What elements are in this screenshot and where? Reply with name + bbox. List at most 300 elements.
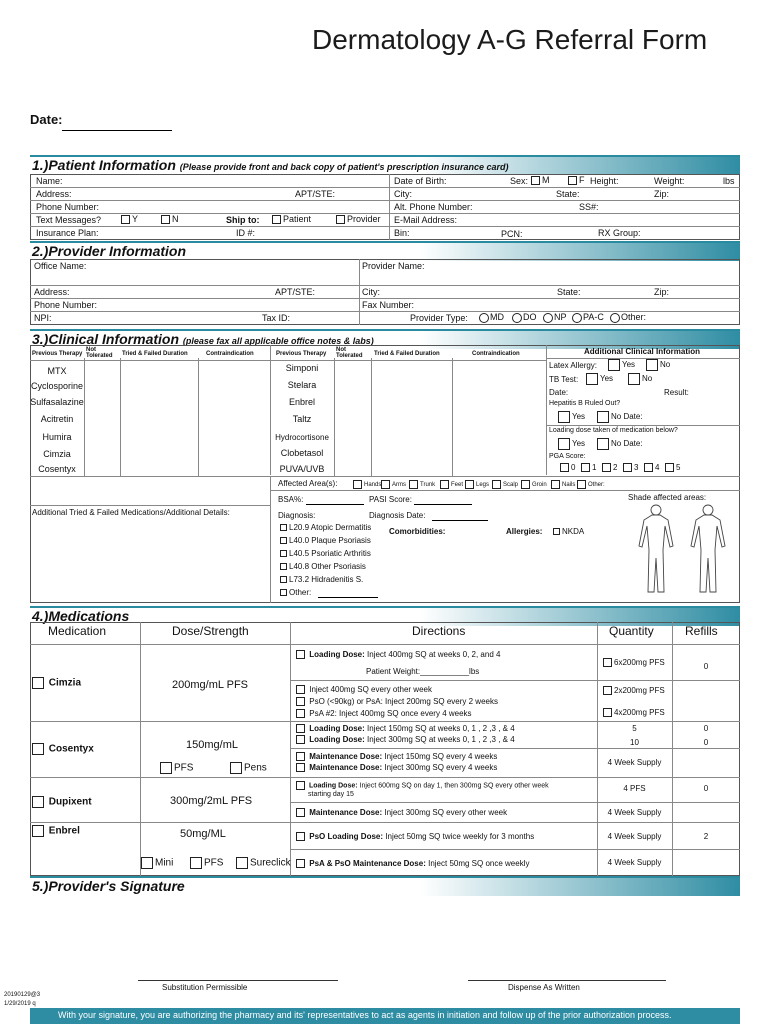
diagnosis-date-line: [432, 520, 488, 521]
checkbox-icon: [296, 685, 305, 694]
divider: [140, 622, 141, 876]
cos-qty1: 5: [632, 724, 637, 733]
type-do-label: DO: [523, 312, 537, 322]
patient-city-field[interactable]: City:: [394, 189, 412, 199]
cimzia-loading-checkbox[interactable]: [296, 650, 500, 659]
cimzia-refills: 0: [703, 662, 709, 671]
patient-weight-field[interactable]: Patient Weight:___________lbs: [366, 667, 480, 676]
provider-address-field[interactable]: Address:: [34, 287, 70, 297]
area-legs-label: Legs: [476, 482, 490, 489]
cos-maint2-checkbox[interactable]: [296, 763, 497, 772]
dx-other-label: Other:: [289, 588, 312, 597]
type-pac-radio[interactable]: [572, 312, 604, 323]
hepb-yes-checkbox[interactable]: [558, 411, 585, 423]
sex-m-checkbox[interactable]: [531, 175, 550, 185]
divider: [452, 358, 453, 476]
col-tried-failed-right: Tried & Failed Duration: [374, 351, 440, 357]
checkbox-icon: [551, 480, 560, 489]
checkbox-icon: [296, 832, 305, 841]
checkbox-icon: [296, 735, 305, 744]
area-groin-checkbox[interactable]: [521, 480, 547, 489]
page-title: Dermatology A-G Referral Form: [312, 24, 708, 55]
provider-apt-field[interactable]: APT/STE:: [275, 287, 316, 297]
area-arms-checkbox[interactable]: [381, 480, 406, 489]
qty-6x200-checkbox[interactable]: [603, 658, 665, 667]
latex-yes-checkbox[interactable]: [608, 359, 635, 371]
divider: [290, 680, 597, 681]
med-enbrel-checkbox[interactable]: [32, 825, 80, 837]
alt-phone-field[interactable]: Alt. Phone Number:: [394, 202, 473, 212]
qty-4x200-label: 4x200mg PFS: [614, 708, 665, 717]
allergies-field[interactable]: Allergies:: [506, 527, 543, 536]
dup-load-text2: starting day 15: [308, 791, 354, 798]
qty-2x200-checkbox[interactable]: [603, 686, 665, 695]
divider: [30, 200, 740, 201]
cos-qty2: 10: [630, 738, 639, 747]
divider: [270, 360, 546, 361]
cos-maint2-text: Inject 300mg SQ every 4 weeks: [384, 763, 498, 772]
diagnosis-date-field[interactable]: Diagnosis Date:: [369, 511, 426, 520]
type-np-label: NP: [554, 312, 567, 322]
section-2-heading: 2.)Provider Information: [32, 243, 187, 259]
type-other-radio[interactable]: [610, 312, 646, 323]
tb-test-label: TB Test:: [549, 375, 579, 384]
text-no-checkbox[interactable]: [161, 214, 179, 224]
pga-5-label: 5: [676, 463, 681, 472]
ship-patient-label: Patient: [283, 214, 312, 224]
section-4-heading: 4.)Medications: [32, 608, 130, 624]
checkbox-icon: [558, 438, 570, 450]
patient-phone-field[interactable]: Phone Number:: [36, 202, 100, 212]
checkbox-icon: [603, 686, 612, 695]
enbrel-pfs-checkbox[interactable]: [190, 857, 223, 869]
comorbidities-field[interactable]: Comorbidities:: [389, 527, 446, 536]
checkbox-icon: [296, 752, 305, 761]
dup-load-checkbox[interactable]: [296, 781, 549, 790]
area-hands-label: Hands: [364, 482, 382, 489]
npi-field[interactable]: NPI:: [34, 313, 52, 323]
enbrel-sureclick-label: Sureclick: [250, 857, 291, 869]
checkbox-icon: [602, 463, 611, 472]
latex-yes-label: Yes: [622, 360, 636, 370]
patient-apt-field[interactable]: APT/STE:: [295, 189, 336, 199]
area-scalp-checkbox[interactable]: [492, 480, 518, 489]
enbrel-mini-checkbox[interactable]: [141, 857, 173, 869]
checkbox-icon: [280, 524, 287, 531]
type-other-label: Other:: [621, 312, 647, 322]
med-enbrel-label: Enbrel: [48, 825, 80, 837]
cosentyx-pens-label: Pens: [244, 762, 267, 774]
section-signature: [30, 876, 740, 896]
divider: [290, 622, 291, 876]
divider: [359, 259, 360, 325]
type-md-label: MD: [490, 312, 504, 322]
dx-l408-checkbox[interactable]: [280, 562, 366, 571]
divider: [270, 490, 740, 491]
left-drug-acitretin: Acitretin: [40, 414, 74, 424]
area-other-label: Other:: [588, 482, 605, 489]
provider-fax-field[interactable]: Fax Number:: [362, 300, 415, 310]
email-field[interactable]: E-Mail Address:: [394, 215, 458, 225]
checkbox-icon: [492, 480, 501, 489]
col-dose: Dose/Strength: [172, 624, 249, 638]
divider: [270, 476, 271, 603]
type-do-radio[interactable]: [512, 312, 537, 323]
col-contra-right: Contraindication: [472, 351, 520, 357]
type-pac-label: PA-C: [583, 312, 604, 322]
affected-areas-label: Affected Area(s):: [278, 479, 338, 488]
qty-2x200-label: 2x200mg PFS: [614, 686, 665, 695]
divider: [371, 358, 372, 476]
pga-1-checkbox[interactable]: [581, 463, 596, 472]
divider: [30, 360, 270, 361]
substitution-label: Substitution Permissible: [162, 983, 248, 992]
med-dupixent-label: Dupixent: [48, 796, 92, 808]
insurance-id-field[interactable]: ID #:: [236, 228, 256, 238]
hepb-no-checkbox[interactable]: [597, 411, 643, 423]
area-trunk-label: Trunk: [420, 482, 436, 489]
cos-load1-checkbox[interactable]: [296, 724, 515, 733]
section-1-heading: 1.)Patient Information: [32, 157, 176, 173]
enb-maint-qty: 4 Week Supply: [607, 858, 662, 867]
loading-yes-label: Yes: [572, 439, 586, 449]
checkbox-icon: [381, 480, 390, 489]
dx-other-checkbox[interactable]: [280, 588, 311, 597]
dupixent-dose: 300mg/2mL PFS: [170, 795, 253, 807]
cos-maint1-checkbox[interactable]: [296, 752, 497, 761]
cosentyx-pens-checkbox[interactable]: [230, 762, 267, 774]
area-nails-checkbox[interactable]: [551, 480, 575, 489]
divider: [30, 822, 740, 823]
tb-no-checkbox[interactable]: [628, 373, 652, 385]
area-arms-label: Arms: [392, 482, 406, 489]
checkbox-icon: [280, 537, 287, 544]
divider: [30, 644, 740, 645]
body-diagram-icon[interactable]: [630, 502, 736, 598]
tb-yes-checkbox[interactable]: [586, 373, 613, 385]
substitution-signature-line[interactable]: [138, 980, 338, 981]
text-yes-checkbox[interactable]: [121, 214, 138, 224]
provider-zip-field[interactable]: Zip:: [654, 287, 670, 297]
cosentyx-pfs-label: PFS: [174, 762, 194, 774]
cos-load2-checkbox[interactable]: [296, 735, 515, 744]
divider: [198, 358, 199, 476]
cos-refills2: 0: [703, 738, 709, 747]
left-drug-cimzia: Cimzia: [43, 449, 71, 459]
area-feet-label: Feet: [451, 482, 464, 489]
provider-phone-field[interactable]: Phone Number:: [34, 300, 98, 310]
sex-f-label: F: [579, 175, 585, 185]
dup-maint-qty: 4 Week Supply: [607, 808, 662, 817]
date-field[interactable]: [62, 130, 172, 131]
section-provider-info: [30, 241, 740, 261]
checkbox-icon: [568, 176, 577, 185]
cos-refills1: 0: [703, 724, 709, 733]
area-hands-checkbox[interactable]: [353, 480, 381, 489]
patient-address-field[interactable]: Address:: [36, 189, 72, 199]
sex-m-label: M: [542, 175, 550, 185]
pga-0-checkbox[interactable]: [560, 463, 575, 472]
checkbox-icon: [190, 857, 202, 869]
checkbox-icon: [440, 480, 449, 489]
left-drug-sulfasalazine: Sulfasalazine: [30, 397, 84, 407]
divider: [389, 174, 390, 240]
dx-l400-label: L40.0 Plaque Psoriasis: [289, 536, 371, 545]
checkbox-icon: [32, 743, 44, 755]
checkbox-icon: [296, 724, 305, 733]
cos-maint-qty: 4 Week Supply: [607, 758, 662, 767]
left-drug-mtx: MTX: [47, 366, 67, 376]
patient-zip-field[interactable]: Zip:: [654, 189, 670, 199]
insurance-plan-field[interactable]: Insurance Plan:: [36, 228, 99, 238]
weight-unit: lbs: [723, 176, 735, 186]
enb-load-qty: 4 Week Supply: [607, 832, 662, 841]
dx-other-line: [318, 597, 378, 598]
dup-refills: 0: [703, 784, 709, 793]
enb-load-refills: 2: [703, 832, 709, 841]
pcn-field[interactable]: PCN:: [501, 229, 523, 239]
doc-code-2: 1/29/2019 q: [4, 1001, 36, 1007]
cos-load2-label: Loading Dose:: [309, 735, 365, 744]
right-drug-stelara: Stelara: [287, 380, 317, 390]
office-name-field[interactable]: Office Name:: [34, 261, 87, 271]
radio-icon: [479, 313, 489, 323]
dob-field[interactable]: Date of Birth:: [394, 176, 447, 186]
sex-f-checkbox[interactable]: [568, 175, 585, 185]
provider-name-field[interactable]: Provider Name:: [362, 261, 425, 271]
patient-name-field[interactable]: Name:: [36, 176, 63, 186]
area-trunk-checkbox[interactable]: [409, 480, 435, 489]
ship-patient-checkbox[interactable]: [272, 214, 311, 224]
loading-no-checkbox[interactable]: [597, 438, 643, 450]
pga-4-label: 4: [655, 463, 660, 472]
checkbox-icon: [558, 411, 570, 423]
radio-icon: [512, 313, 522, 323]
tb-result-field[interactable]: Result:: [664, 388, 689, 397]
loading-dose-question: Loading dose taken of medication below?: [549, 427, 678, 434]
right-drug-puva: PUVA/UVB: [279, 464, 325, 474]
checkbox-icon: [608, 359, 620, 371]
checkbox-icon: [628, 373, 640, 385]
checkbox-icon: [296, 808, 305, 817]
loading-no-date-label: No Date:: [611, 439, 643, 449]
type-np-radio[interactable]: [543, 312, 567, 323]
cimzia-maint3-checkbox[interactable]: [296, 709, 472, 718]
checkbox-icon: [336, 215, 345, 224]
latex-no-checkbox[interactable]: [646, 359, 670, 371]
ship-provider-checkbox[interactable]: [336, 214, 381, 224]
cos-maint1-text: Inject 150mg SQ every 4 weeks: [384, 752, 498, 761]
enb-load-label: PsO Loading Dose:: [309, 832, 384, 841]
checkbox-icon: [465, 480, 474, 489]
dup-load-label: Loading Dose:: [308, 782, 358, 790]
section-1-note: (Please provide front and back copy of patient's prescription insurance card): [179, 162, 509, 172]
height-field[interactable]: Height:: [590, 176, 619, 186]
bin-field[interactable]: Bin:: [394, 228, 410, 238]
checkbox-icon: [353, 480, 362, 489]
col-contra-left: Contraindication: [206, 351, 254, 357]
checkbox-icon: [521, 480, 530, 489]
checkbox-icon: [623, 463, 632, 472]
cosentyx-pfs-checkbox[interactable]: [160, 762, 193, 774]
area-feet-checkbox[interactable]: [440, 480, 463, 489]
area-legs-checkbox[interactable]: [465, 480, 489, 489]
divider: [30, 298, 740, 299]
cimzia-loading-label: Loading Dose:: [309, 650, 365, 659]
left-drug-cyclosporine: Cyclosporine: [30, 381, 84, 391]
sex-label: Sex:: [510, 176, 529, 186]
cimzia-maint2-text: PsO (<90kg) or PsA: Inject 200mg SQ every 2 weeks: [309, 697, 498, 706]
checkbox-icon: [586, 373, 598, 385]
col-not-tolerated-left: Not Tolerated: [86, 347, 113, 359]
rx-group-field[interactable]: RX Group:: [598, 228, 641, 238]
pga-1-label: 1: [592, 463, 597, 472]
checkbox-icon: [160, 762, 172, 774]
col-not-tolerated-right: Not Tolerated: [336, 347, 363, 359]
checkbox-icon: [597, 438, 609, 450]
enbrel-sureclick-checkbox[interactable]: [236, 857, 291, 869]
provider-type-label: Provider Type:: [410, 313, 468, 323]
checkbox-icon: [280, 576, 287, 583]
patient-state-field[interactable]: State:: [556, 189, 580, 199]
pga-2-checkbox[interactable]: [602, 463, 617, 472]
col-prev-therapy-right: Previous Therapy: [276, 351, 327, 357]
checkbox-icon: [296, 763, 305, 772]
dx-l400-checkbox[interactable]: [280, 536, 371, 545]
med-cimzia-label: Cimzia: [48, 677, 82, 689]
med-dupixent-checkbox[interactable]: [32, 796, 92, 808]
additional-details-field[interactable]: Additional Tried & Failed Medications/Additional Details:: [32, 508, 230, 517]
col-refills: Refills: [685, 624, 718, 638]
med-cosentyx-label: Cosentyx: [48, 743, 94, 755]
additional-clinical-title: Additional Clinical Information: [584, 347, 700, 356]
left-drug-humira: Humira: [42, 432, 72, 442]
area-groin-label: Groin: [532, 482, 547, 489]
checkbox-icon: [597, 411, 609, 423]
enbrel-dose: 50mg/ML: [180, 828, 226, 840]
tb-date-field[interactable]: Date:: [549, 388, 569, 397]
footer-bar: [30, 1008, 740, 1024]
cos-load1-text: Inject 150mg SQ at weeks 0, 1 , 2 ,3 , & 4: [367, 724, 515, 733]
divider: [334, 358, 335, 476]
cos-maint2-label: Maintenance Dose:: [309, 763, 383, 772]
divider: [30, 226, 740, 227]
bsa-field[interactable]: BSA%:: [278, 495, 304, 504]
cimzia-dose: 200mg/mL PFS: [172, 679, 249, 691]
pga-5-checkbox[interactable]: [665, 463, 680, 472]
ship-to-label: Ship to:: [226, 215, 260, 225]
qty-4x200-checkbox[interactable]: [603, 708, 665, 717]
divider: [546, 345, 547, 475]
nkda-label: NKDA: [562, 527, 585, 536]
divider: [30, 721, 740, 722]
col-tried-failed-left: Tried & Failed Duration: [122, 351, 188, 357]
med-cosentyx-checkbox[interactable]: [32, 743, 94, 755]
section-3-heading: 3.)Clinical Information: [32, 331, 180, 347]
enb-maint-checkbox[interactable]: [296, 859, 529, 868]
col-medication: Medication: [48, 624, 107, 638]
checkbox-icon: [141, 857, 153, 869]
right-drug-hydrocortisone: Hydrocortisone: [275, 433, 329, 442]
ssn-field[interactable]: SS#:: [579, 202, 599, 212]
med-cimzia-checkbox[interactable]: [32, 677, 81, 689]
dup-maint-text: Inject 300mg SQ every other week: [384, 808, 508, 817]
right-drug-taltz: Taltz: [292, 414, 312, 424]
divider: [30, 505, 270, 506]
enb-maint-text: Inject 50mg SQ once weekly: [428, 859, 530, 868]
col-quantity: Quantity: [609, 624, 654, 638]
checkbox-icon: [553, 528, 560, 535]
text-yes-label: Y: [132, 214, 139, 224]
checkbox-icon: [280, 550, 287, 557]
cimzia-maint2-checkbox[interactable]: [296, 697, 498, 706]
checkbox-icon: [560, 463, 569, 472]
dx-l732-label: L73.2 Hidradenitis S.: [289, 575, 364, 584]
area-other-checkbox[interactable]: [577, 480, 605, 489]
cimzia-loading-text: Inject 400mg SQ at weeks 0, 2, and 4: [367, 650, 501, 659]
dx-l405-checkbox[interactable]: [280, 549, 371, 558]
divider: [120, 358, 121, 476]
divider: [30, 777, 740, 778]
loading-yes-checkbox[interactable]: [558, 438, 585, 450]
type-md-radio[interactable]: [479, 312, 504, 323]
pga-3-label: 3: [634, 463, 639, 472]
checkbox-icon: [280, 589, 287, 596]
pga-2-label: 2: [613, 463, 618, 472]
right-drug-clobetasol: Clobetasol: [280, 448, 324, 458]
checkbox-icon: [531, 176, 540, 185]
daw-label: Dispense As Written: [508, 983, 580, 992]
text-no-label: N: [172, 214, 179, 224]
divider: [30, 187, 740, 188]
dx-l209-checkbox[interactable]: [280, 523, 371, 532]
pasi-field[interactable]: PASI Score:: [369, 495, 412, 504]
checkbox-icon: [296, 859, 305, 868]
hepb-yes-label: Yes: [572, 412, 586, 422]
checkbox-icon: [577, 480, 586, 489]
dx-l732-checkbox[interactable]: [280, 575, 363, 584]
daw-signature-line[interactable]: [468, 980, 666, 981]
dup-maint-checkbox[interactable]: [296, 808, 507, 817]
right-drug-enbrel: Enbrel: [288, 397, 315, 407]
ship-provider-label: Provider: [347, 214, 381, 224]
col-prev-therapy-left: Previous Therapy: [32, 351, 83, 357]
cimzia-maint1-text: Inject 400mg SQ every other week: [309, 685, 432, 694]
provider-state-field[interactable]: State:: [557, 287, 581, 297]
latex-no-label: No: [660, 360, 671, 370]
hepb-no-date-label: No Date:: [611, 412, 643, 422]
pga-score-label: PGA Score:: [549, 453, 586, 460]
pga-4-checkbox[interactable]: [644, 463, 659, 472]
pga-3-checkbox[interactable]: [623, 463, 638, 472]
tb-no-label: No: [642, 374, 653, 384]
hepb-label: Hepatitis B Ruled Out?: [549, 400, 621, 407]
dup-maint-label: Maintenance Dose:: [309, 808, 383, 817]
checkbox-icon: [280, 563, 287, 570]
checkbox-icon: [161, 215, 170, 224]
cimzia-maint1-checkbox[interactable]: [296, 685, 432, 694]
checkbox-icon: [230, 762, 242, 774]
weight-field[interactable]: Weight:: [654, 176, 685, 186]
checkbox-icon: [603, 658, 612, 667]
text-messages-label: Text Messages?: [36, 215, 102, 225]
provider-city-field[interactable]: City:: [362, 287, 380, 297]
enb-load-checkbox[interactable]: [296, 832, 534, 841]
tax-id-field[interactable]: Tax ID:: [262, 313, 291, 323]
dx-l408-label: L40.8 Other Psoriasis: [289, 562, 366, 571]
enb-maint-label: PsA & PsO Maintenance Dose:: [309, 859, 426, 868]
nkda-checkbox[interactable]: [553, 527, 584, 536]
